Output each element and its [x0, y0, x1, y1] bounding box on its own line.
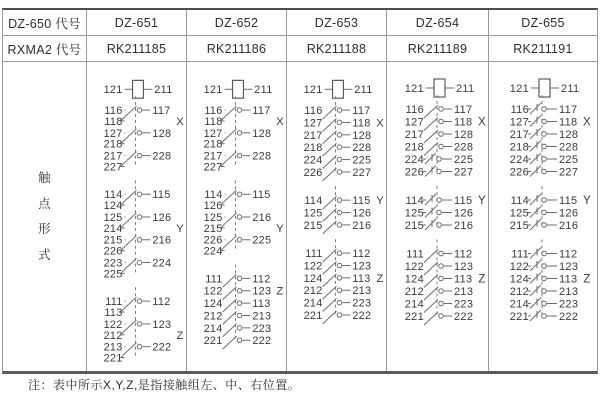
- svg-text:127: 127: [509, 116, 529, 129]
- svg-text:122: 122: [509, 261, 529, 273]
- svg-text:127: 127: [303, 117, 323, 130]
- svg-text:118: 118: [204, 115, 223, 128]
- model-header-dz-654: DZ-654: [387, 10, 489, 36]
- contact-diagram-dz-651: [87, 62, 186, 371]
- svg-text:116: 116: [104, 105, 123, 118]
- svg-text:122: 122: [404, 261, 424, 273]
- svg-text:Y: Y: [376, 195, 385, 208]
- svg-text:122: 122: [303, 260, 323, 273]
- svg-text:211: 211: [154, 84, 173, 97]
- svg-text:218: 218: [509, 141, 529, 154]
- svg-text:227: 227: [203, 161, 223, 174]
- svg-text:213: 213: [453, 286, 473, 298]
- svg-text:Z: Z: [376, 272, 384, 285]
- svg-text:221: 221: [404, 311, 424, 323]
- contact-diagram-dz-655: [493, 62, 593, 371]
- svg-text:221: 221: [203, 335, 223, 348]
- svg-text:218: 218: [404, 141, 424, 154]
- svg-text:214: 214: [509, 298, 529, 311]
- model-header-dz-655: DZ-655: [489, 10, 597, 36]
- svg-text:223: 223: [252, 322, 272, 335]
- diagram-cell-dz-651: [87, 62, 187, 371]
- svg-text:122: 122: [103, 318, 123, 331]
- svg-text:Z: Z: [176, 329, 184, 342]
- svg-text:126: 126: [453, 207, 473, 220]
- svg-text:117: 117: [559, 104, 578, 116]
- model-header-dz-652: DZ-652: [187, 10, 287, 36]
- svg-text:116: 116: [405, 104, 424, 116]
- code-cell-rk211188: RK211188: [287, 36, 387, 62]
- svg-text:128: 128: [559, 129, 579, 141]
- svg-text:227: 227: [352, 166, 372, 179]
- row-label-contact-form: [3, 62, 87, 371]
- svg-text:224: 224: [404, 154, 424, 166]
- code-cell-rk211185: RK211185: [87, 36, 187, 62]
- svg-text:226: 226: [203, 234, 223, 247]
- svg-text:121: 121: [303, 84, 323, 97]
- svg-text:121: 121: [509, 83, 529, 95]
- svg-text:216: 216: [559, 220, 579, 232]
- svg-text:223: 223: [453, 298, 473, 311]
- svg-text:113: 113: [352, 272, 371, 285]
- diagram-cell-dz-654: [387, 62, 489, 371]
- svg-text:123: 123: [559, 261, 579, 273]
- svg-text:213: 213: [252, 310, 272, 323]
- svg-text:111: 111: [205, 273, 223, 286]
- svg-text:215: 215: [509, 220, 529, 232]
- svg-text:124: 124: [203, 298, 223, 311]
- diagram-cell-dz-653: [287, 62, 387, 371]
- svg-text:111: 111: [405, 248, 424, 261]
- svg-text:X: X: [176, 115, 185, 128]
- code-cell-rk211191: RK211191: [489, 36, 597, 62]
- svg-text:121: 121: [404, 83, 424, 95]
- svg-text:224: 224: [509, 154, 529, 166]
- svg-text:116: 116: [204, 105, 223, 118]
- contact-diagram-dz-653: [287, 62, 386, 371]
- svg-text:223: 223: [352, 297, 372, 310]
- svg-text:211: 211: [455, 83, 474, 95]
- svg-text:113: 113: [104, 306, 123, 319]
- svg-text:127: 127: [103, 127, 123, 140]
- svg-text:217: 217: [509, 129, 529, 141]
- svg-text:214: 214: [103, 222, 123, 235]
- svg-text:X: X: [376, 117, 385, 130]
- svg-text:221: 221: [303, 309, 323, 322]
- svg-text:113: 113: [252, 298, 271, 311]
- svg-text:222: 222: [559, 311, 579, 323]
- svg-text:112: 112: [559, 248, 578, 261]
- svg-text:217: 217: [203, 150, 223, 163]
- svg-text:114: 114: [204, 189, 223, 202]
- corner-cell-dz650-code: DZ-650 代号: [3, 10, 87, 36]
- svg-text:114: 114: [405, 195, 424, 207]
- svg-text:Y: Y: [176, 222, 185, 235]
- svg-text:Y: Y: [477, 195, 486, 207]
- svg-text:115: 115: [252, 189, 271, 202]
- svg-text:227: 227: [559, 166, 579, 179]
- svg-text:114: 114: [304, 195, 323, 208]
- corner-cell-rxma2-code: RXMA2 代号: [3, 36, 87, 62]
- svg-text:Z: Z: [276, 285, 284, 298]
- row-label-char: 触: [38, 171, 51, 185]
- svg-text:212: 212: [103, 329, 123, 342]
- svg-text:226: 226: [509, 166, 529, 179]
- svg-text:216: 216: [453, 220, 473, 232]
- svg-text:217: 217: [103, 150, 123, 163]
- svg-text:216: 216: [152, 234, 172, 247]
- svg-text:124: 124: [404, 273, 424, 286]
- svg-text:118: 118: [559, 116, 578, 129]
- svg-text:123: 123: [352, 260, 372, 273]
- svg-text:218: 218: [303, 142, 323, 155]
- svg-text:217: 217: [303, 129, 323, 142]
- svg-text:225: 225: [252, 234, 272, 247]
- svg-text:228: 228: [559, 141, 579, 154]
- svg-text:X: X: [477, 116, 486, 129]
- svg-text:113: 113: [453, 273, 472, 286]
- svg-text:128: 128: [352, 129, 372, 142]
- svg-text:115: 115: [453, 195, 472, 207]
- svg-text:112: 112: [252, 273, 271, 286]
- svg-text:115: 115: [352, 195, 371, 208]
- row-label-char: 形: [38, 222, 51, 236]
- svg-text:115: 115: [559, 195, 578, 207]
- diagram-cell-dz-652: [187, 62, 287, 371]
- svg-text:222: 222: [152, 341, 172, 354]
- svg-text:Y: Y: [583, 195, 591, 207]
- svg-text:228: 228: [152, 150, 172, 163]
- contact-diagram-dz-652: [187, 62, 286, 371]
- svg-text:128: 128: [252, 127, 272, 140]
- svg-text:226: 226: [103, 245, 123, 258]
- svg-text:125: 125: [103, 211, 123, 224]
- svg-text:225: 225: [103, 268, 123, 281]
- svg-text:116: 116: [510, 104, 529, 116]
- svg-text:113: 113: [559, 273, 578, 286]
- diagram-cell-dz-655: [489, 62, 597, 371]
- svg-text:124: 124: [509, 273, 529, 286]
- svg-text:117: 117: [352, 105, 371, 118]
- code-cell-rk211189: RK211189: [387, 36, 489, 62]
- svg-text:228: 228: [252, 150, 272, 163]
- svg-text:221: 221: [103, 352, 123, 365]
- svg-text:111: 111: [511, 248, 529, 261]
- svg-text:125: 125: [509, 207, 529, 220]
- svg-text:121: 121: [103, 84, 123, 97]
- svg-text:X: X: [276, 115, 285, 128]
- svg-text:124: 124: [103, 200, 123, 213]
- svg-text:222: 222: [453, 311, 473, 323]
- svg-text:112: 112: [152, 296, 171, 309]
- svg-text:214: 214: [404, 298, 424, 311]
- svg-text:111: 111: [305, 248, 323, 261]
- code-cell-rk211186: RK211186: [187, 36, 287, 62]
- svg-text:124: 124: [303, 272, 323, 285]
- svg-text:225: 225: [453, 154, 473, 166]
- svg-text:118: 118: [453, 116, 472, 129]
- svg-text:111: 111: [105, 296, 123, 309]
- svg-text:123: 123: [152, 318, 172, 331]
- svg-text:212: 212: [404, 286, 424, 298]
- svg-text:213: 213: [103, 341, 123, 354]
- svg-text:211: 211: [254, 84, 273, 97]
- svg-text:218: 218: [103, 138, 123, 151]
- svg-text:112: 112: [453, 248, 472, 261]
- svg-text:226: 226: [303, 166, 323, 179]
- svg-text:128: 128: [152, 127, 172, 140]
- svg-text:118: 118: [352, 117, 371, 130]
- svg-text:125: 125: [404, 207, 424, 220]
- contact-form-table: [2, 8, 598, 374]
- svg-text:Z: Z: [583, 273, 591, 286]
- svg-text:227: 227: [453, 166, 473, 179]
- svg-text:223: 223: [103, 257, 123, 270]
- svg-text:227: 227: [103, 161, 123, 174]
- svg-text:117: 117: [252, 105, 271, 118]
- svg-text:217: 217: [404, 129, 424, 141]
- svg-text:123: 123: [252, 285, 272, 298]
- model-header-dz-651: DZ-651: [87, 10, 187, 36]
- svg-text:126: 126: [559, 207, 579, 220]
- footnote: 注：表中所示X,Y,Z,是指接触组左、中、右位置。: [28, 378, 301, 392]
- svg-text:126: 126: [203, 200, 223, 213]
- svg-text:228: 228: [453, 141, 473, 154]
- svg-text:125: 125: [203, 211, 223, 224]
- svg-text:221: 221: [509, 311, 529, 323]
- contact-diagram-dz-654: [388, 62, 488, 371]
- svg-text:211: 211: [354, 84, 373, 97]
- svg-text:216: 216: [352, 219, 372, 232]
- svg-text:211: 211: [561, 83, 580, 95]
- svg-text:215: 215: [404, 220, 424, 232]
- svg-text:214: 214: [303, 297, 323, 310]
- svg-text:222: 222: [352, 309, 372, 322]
- svg-text:215: 215: [303, 219, 323, 232]
- svg-text:112: 112: [352, 248, 371, 261]
- svg-text:212: 212: [203, 310, 223, 323]
- svg-text:114: 114: [104, 189, 123, 202]
- svg-text:225: 225: [559, 154, 579, 166]
- svg-text:226: 226: [404, 166, 424, 179]
- svg-text:114: 114: [510, 195, 529, 207]
- svg-text:123: 123: [453, 261, 473, 273]
- svg-text:125: 125: [303, 207, 323, 220]
- svg-text:213: 213: [352, 285, 372, 298]
- svg-text:223: 223: [559, 298, 579, 311]
- svg-text:228: 228: [352, 142, 372, 155]
- svg-text:X: X: [583, 116, 591, 129]
- svg-text:224: 224: [303, 154, 323, 167]
- svg-text:224: 224: [152, 257, 172, 270]
- svg-text:Y: Y: [276, 222, 285, 235]
- svg-text:214: 214: [203, 322, 223, 335]
- svg-text:225: 225: [352, 154, 372, 167]
- svg-text:222: 222: [252, 335, 272, 348]
- svg-text:127: 127: [404, 116, 424, 129]
- svg-text:Z: Z: [477, 273, 486, 286]
- svg-text:126: 126: [152, 211, 172, 224]
- row-label-char: 式: [38, 247, 51, 262]
- svg-text:213: 213: [559, 286, 579, 298]
- svg-text:215: 215: [103, 234, 123, 247]
- svg-text:128: 128: [453, 129, 473, 141]
- svg-text:122: 122: [203, 285, 223, 298]
- svg-text:218: 218: [203, 138, 223, 151]
- svg-text:121: 121: [203, 84, 223, 97]
- svg-text:216: 216: [252, 211, 272, 224]
- svg-text:126: 126: [352, 207, 372, 220]
- svg-text:212: 212: [509, 286, 529, 298]
- svg-text:117: 117: [152, 105, 171, 118]
- svg-text:224: 224: [203, 245, 223, 258]
- svg-text:117: 117: [453, 104, 472, 116]
- row-label-char: 点: [38, 196, 51, 211]
- svg-text:118: 118: [104, 115, 123, 128]
- svg-text:127: 127: [203, 127, 223, 140]
- svg-text:215: 215: [203, 222, 223, 235]
- model-header-dz-653: DZ-653: [287, 10, 387, 36]
- svg-text:116: 116: [304, 105, 323, 118]
- svg-text:115: 115: [152, 189, 171, 202]
- svg-text:212: 212: [303, 285, 323, 298]
